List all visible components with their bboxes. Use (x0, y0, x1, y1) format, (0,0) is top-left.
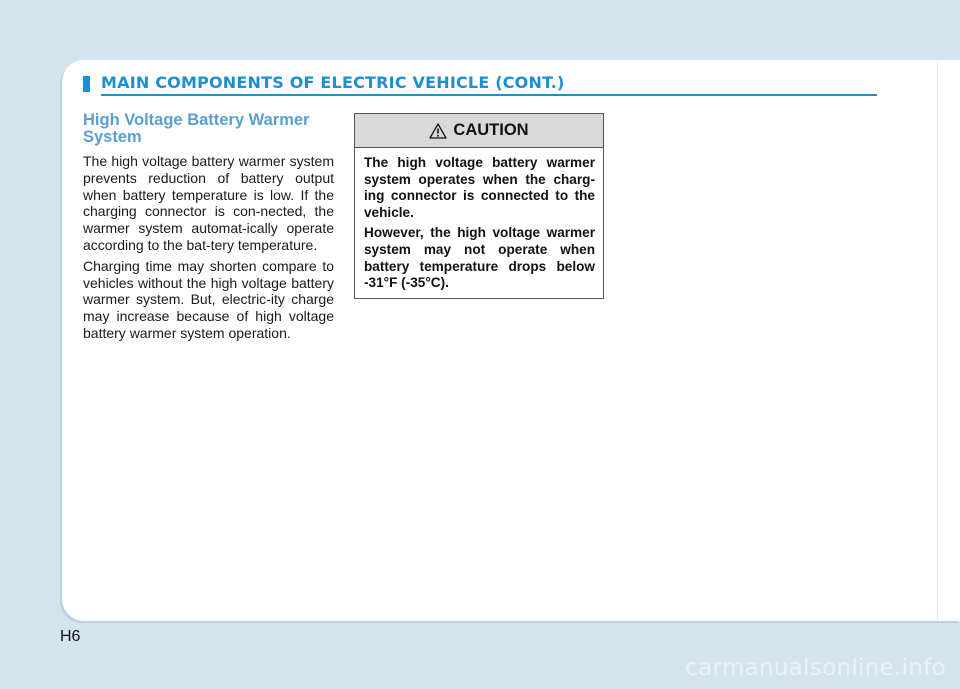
header-accent-bar (83, 76, 90, 92)
section-body (83, 153, 334, 346)
caution-box (354, 113, 604, 299)
caution-body (355, 148, 603, 292)
section-heading: High Voltage Battery Warmer System (83, 111, 310, 146)
body-paragraph: Charging time may shorten compare to vehicles without the high voltage battery warmer system. But, electric-ity charge may increase because of high voltage battery warmer system operation. (83, 257, 334, 341)
body-paragraph: The high voltage battery warmer system prevents reduction of battery output when battery temperature is low. If the charging connector is con-nected, the warmer system automat-ically operate according to the bat-tery temperature. (83, 153, 334, 253)
watermark: carmanualsonline.info (685, 655, 946, 681)
caution-label: CAUTION (453, 121, 529, 139)
page-title: MAIN COMPONENTS OF ELECTRIC VEHICLE (CONT.) (101, 73, 565, 92)
page-number: H6 (60, 628, 81, 645)
caution-header (355, 114, 603, 148)
warning-triangle-icon (429, 123, 447, 139)
page-edge-rule (937, 62, 938, 621)
caution-paragraph: The high voltage battery warmer system operates when the charg-ing connector is connected to the vehicle. (364, 155, 595, 220)
header-underline (101, 94, 877, 96)
caution-paragraph: However, the high voltage warmer system may not operate when battery temperature drops below -31°F (-35°C). (364, 225, 595, 291)
